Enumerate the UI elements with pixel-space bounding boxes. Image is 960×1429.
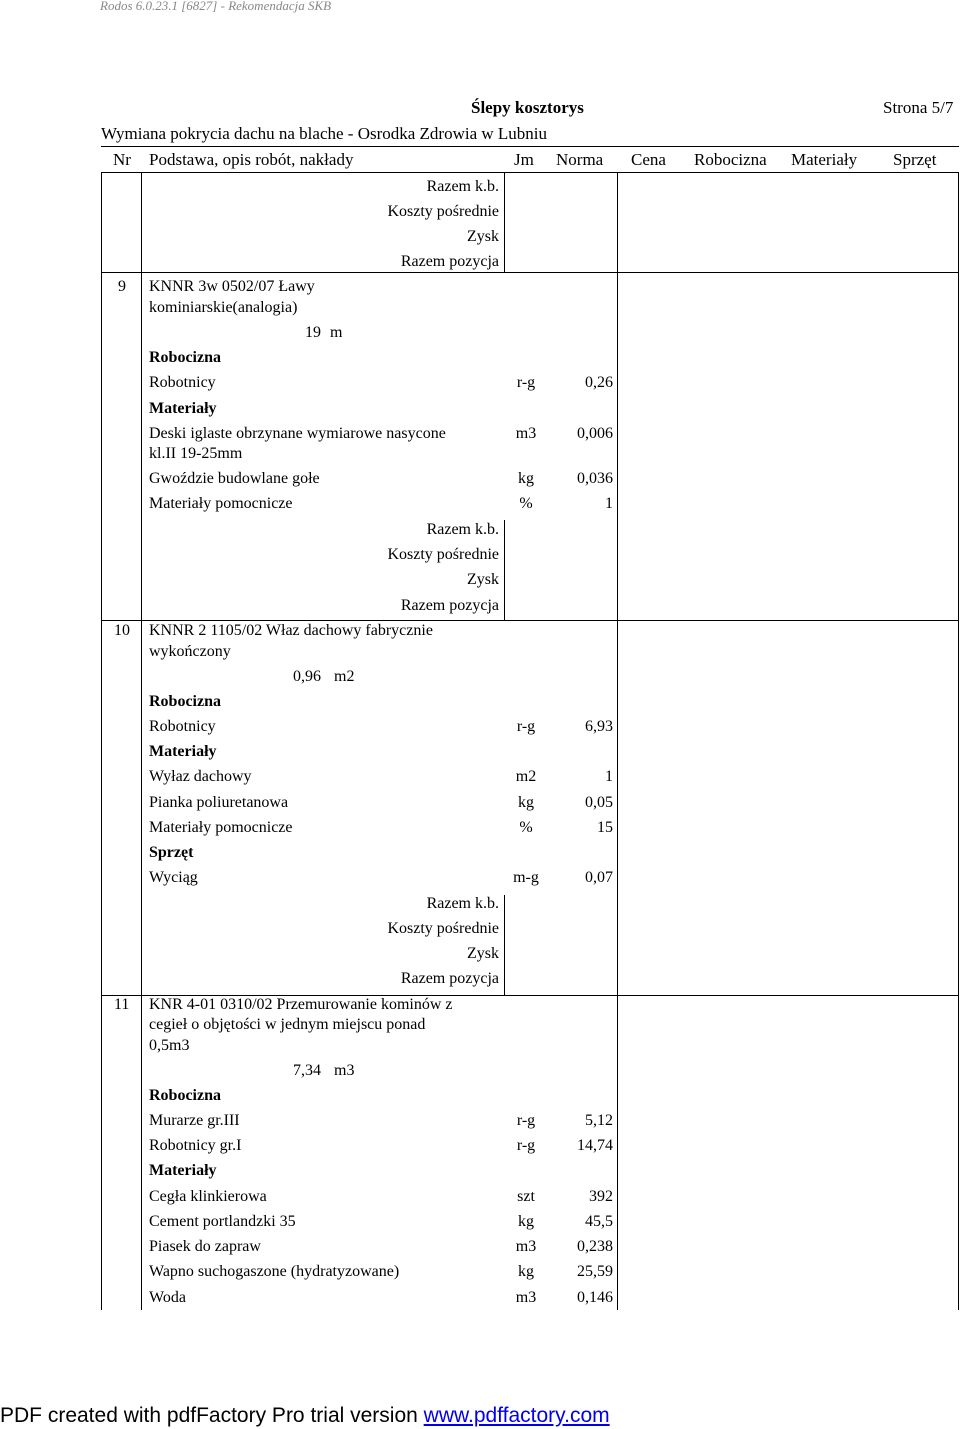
position-description-line2: wykończony (149, 643, 231, 660)
zysk-label: Zysk (467, 571, 499, 588)
group-sprzet: Sprzęt (149, 844, 194, 861)
footer-text: PDF created with pdfFactory Pro trial version (0, 1404, 424, 1427)
row-name: Robotnicy (149, 374, 216, 391)
col-cena: Cena (631, 150, 666, 169)
row-norma: 6,93 (585, 718, 613, 735)
row-name: Wyciąg (149, 869, 198, 886)
footer-link[interactable]: www.pdffactory.com (423, 1404, 610, 1427)
position-description-line2: kominiarskie(analogia) (149, 299, 298, 316)
row-norma: 15 (597, 819, 613, 836)
col-materialy: Materiały (791, 150, 858, 169)
row-name: Cement portlandzki 35 (149, 1213, 296, 1230)
row-norma: 45,5 (585, 1213, 613, 1230)
koszty-posrednie-label: Koszty pośrednie (387, 203, 499, 220)
row-jm: kg (518, 1213, 534, 1230)
row-norma: 0,036 (577, 470, 613, 487)
row-name: Pianka poliuretanowa (149, 794, 289, 811)
position-description: KNR 4-01 0310/02 Przemurowanie kominów z (149, 996, 453, 1013)
row-norma: 1 (605, 768, 613, 785)
row-name: Piasek do zapraw (149, 1238, 261, 1255)
razem-kb-label: Razem k.b. (426, 178, 499, 195)
col-nr: Nr (113, 150, 131, 169)
position-quantity: 19 (305, 324, 321, 341)
position-unit: m2 (334, 668, 355, 685)
row-jm: kg (518, 470, 534, 487)
row-norma: 5,12 (585, 1112, 613, 1129)
razem-kb-label: Razem k.b. (426, 895, 499, 912)
position-number: 10 (114, 622, 130, 639)
row-name-line2: kl.II 19-25mm (149, 445, 243, 462)
koszty-posrednie-label: Koszty pośrednie (387, 920, 499, 937)
row-jm: % (519, 495, 533, 512)
row-norma: 1 (605, 495, 613, 512)
zysk-label: Zysk (467, 228, 499, 245)
row-name: Cegła klinkierowa (149, 1188, 267, 1205)
row-name: Wapno suchogaszone (hydratyzowane) (149, 1263, 400, 1280)
row-jm: m3 (515, 1238, 537, 1255)
row-norma: 0,05 (585, 794, 613, 811)
row-jm: m3 (515, 1289, 537, 1306)
row-name: Materiały pomocnicze (149, 819, 293, 836)
row-norma: 0,26 (585, 374, 613, 391)
doc-title: Ślepy kosztorys (471, 98, 584, 117)
group-robocizna: Robocizna (149, 1087, 221, 1104)
page-number: Strona 5/7 (883, 98, 954, 117)
row-jm: % (519, 819, 533, 836)
row-name: Deski iglaste obrzynane wymiarowe nasycone (149, 425, 446, 442)
row-jm: r-g (516, 374, 536, 391)
col-norma: Norma (556, 150, 604, 169)
position-number: 11 (114, 996, 130, 1013)
razem-pozycja-label: Razem pozycja (400, 597, 499, 614)
col-desc: Podstawa, opis robót, nakłady (149, 150, 354, 169)
position-unit: m (330, 324, 343, 341)
row-norma: 0,07 (585, 869, 613, 886)
row-name: Woda (149, 1289, 186, 1306)
razem-pozycja-label: Razem pozycja (400, 970, 499, 987)
row-jm: szt (517, 1188, 535, 1205)
row-jm: kg (518, 1263, 534, 1280)
position-description: KNNR 2 1105/02 Właz dachowy fabrycznie (149, 622, 433, 639)
row-norma: 14,74 (577, 1137, 613, 1154)
row-jm: r-g (516, 1112, 536, 1129)
col-robocizna: Robocizna (694, 150, 767, 169)
position-number: 9 (118, 278, 126, 295)
group-robocizna: Robocizna (149, 349, 221, 366)
row-jm: m3 (515, 425, 537, 442)
row-name: Wyłaz dachowy (149, 768, 252, 785)
row-norma: 25,59 (577, 1263, 613, 1280)
position-description-line2: cegieł o objętości w jednym miejscu ponad (149, 1016, 426, 1033)
position-quantity: 0,96 (293, 668, 321, 685)
row-norma: 392 (589, 1188, 613, 1205)
row-name: Robotnicy (149, 718, 216, 735)
doc-subtitle: Wymiana pokrycia dachu na blache - Osrodka Zdrowia w Lubniu (101, 124, 548, 143)
col-jm: Jm (514, 150, 534, 169)
group-materialy: Materiały (149, 743, 217, 760)
group-robocizna: Robocizna (149, 693, 221, 710)
row-norma: 0,146 (577, 1289, 613, 1306)
app-title: Rodos 6.0.23.1 [6827] - Rekomendacja SKB (100, 0, 332, 13)
col-sprzet: Sprzęt (893, 150, 937, 169)
group-materialy: Materiały (149, 400, 217, 417)
row-jm: kg (518, 794, 534, 811)
zysk-label: Zysk (467, 945, 499, 962)
position-description: KNNR 3w 0502/07 Ławy (149, 278, 315, 295)
row-jm: m-g (513, 869, 539, 886)
position-quantity: 7,34 (293, 1062, 321, 1079)
pdf-footer (0, 1403, 610, 1429)
group-materialy: Materiały (149, 1162, 217, 1179)
position-unit: m3 (334, 1062, 355, 1079)
row-jm: m2 (515, 768, 537, 785)
row-name: Materiały pomocnicze (149, 495, 293, 512)
row-name: Murarze gr.III (149, 1112, 240, 1129)
razem-pozycja-label: Razem pozycja (400, 253, 499, 270)
razem-kb-label: Razem k.b. (426, 521, 499, 538)
row-name: Robotnicy gr.I (149, 1137, 242, 1154)
row-norma: 0,238 (577, 1238, 613, 1255)
position-description-line3: 0,5m3 (149, 1037, 190, 1054)
row-norma: 0,006 (577, 425, 613, 442)
row-name: Gwoździe budowlane gołe (149, 470, 320, 487)
row-jm: r-g (516, 718, 536, 735)
koszty-posrednie-label: Koszty pośrednie (387, 546, 499, 563)
row-jm: r-g (516, 1137, 536, 1154)
